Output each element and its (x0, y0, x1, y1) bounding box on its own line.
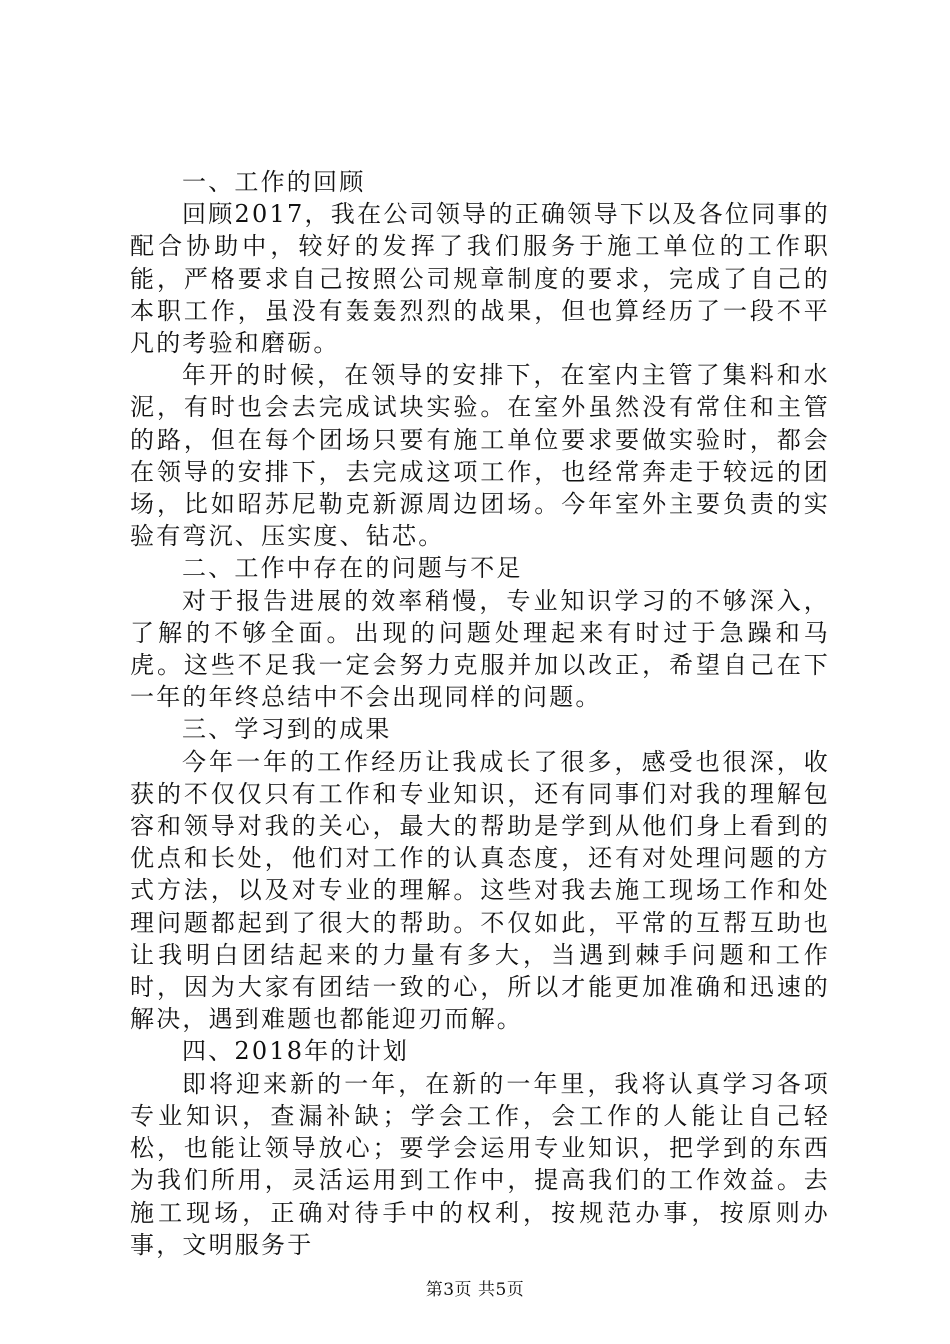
paragraph-achievements-1: 今年一年的工作经历让我成长了很多，感受也很深，收获的不仅仅只有工作和专业知识，还有同事们对我的理解包容和领导对我的关心，最大的帮助是学到从他们身上看到的优点和长处，他们对工作的认真态度，还有对处理问题的方式方法，以及对专业的理解。这些对我去施工现场工作和处理问题都起到了很大的帮助。不仅如此，平常的互帮互助也让我明白团结起来的力量有多大，当遇到棘手问题和工作时，因为大家有团结一致的心，所以才能更加准确和迅速的解决，遇到难题也都能迎刃而解。 (130, 747, 830, 1034)
section-heading-achievements: 三、学习到的成果 (182, 715, 392, 744)
section-heading-problems: 二、工作中存在的问题与不足 (182, 554, 523, 583)
section-heading-plan: 四、2018年的计划 (182, 1037, 410, 1066)
paragraph-review-2: 年开的时候，在领导的安排下，在室内主管了集料和水泥，有时也会去完成试块实验。在室外虽然没有常住和主管的路，但在每个团场只要有施工单位要求要做实验时，都会在领导的安排下，去完成这项工作，也经常奔走于较远的团场，比如昭苏尼勒克新源周边团场。今年室外主要负责的实验有弯沉、压实度、钻芯。 (130, 361, 830, 551)
page-number-footer: 第3页 共5页 (425, 1280, 525, 1300)
section-heading-review: 一、工作的回顾 (182, 168, 366, 196)
paragraph-plan-1: 即将迎来新的一年，在新的一年里，我将认真学习各项专业知识，查漏补缺；学会工作，会工作的人能让自己轻松，也能让领导放心；要学会运用专业知识，把学到的东西为我们所用，灵活运用到工作中，提高我们的工作效益。去施工现场，正确对待手中的权利，按规范办事，按原则办事，文明服务于 (130, 1069, 830, 1259)
paragraph-problems-1: 对于报告进展的效率稍慢，专业知识学习的不够深入，了解的不够全面。出现的问题处理起来有时过于急躁和马虎。这些不足我一定会努力克服并加以改正，希望自己在下一年的年终总结中不会出现同样的问题。 (130, 586, 830, 712)
paragraph-review-1: 回顾2017，我在公司领导的正确领导下以及各位同事的配合协助中，较好的发挥了我们服务于施工单位的工作职能，严格要求自己按照公司规章制度的要求，完成了自己的本职工作，虽没有轰轰烈烈的战果，但也算经历了一段不平凡的考验和磨砺。 (130, 200, 830, 358)
document-body (130, 166, 830, 1261)
